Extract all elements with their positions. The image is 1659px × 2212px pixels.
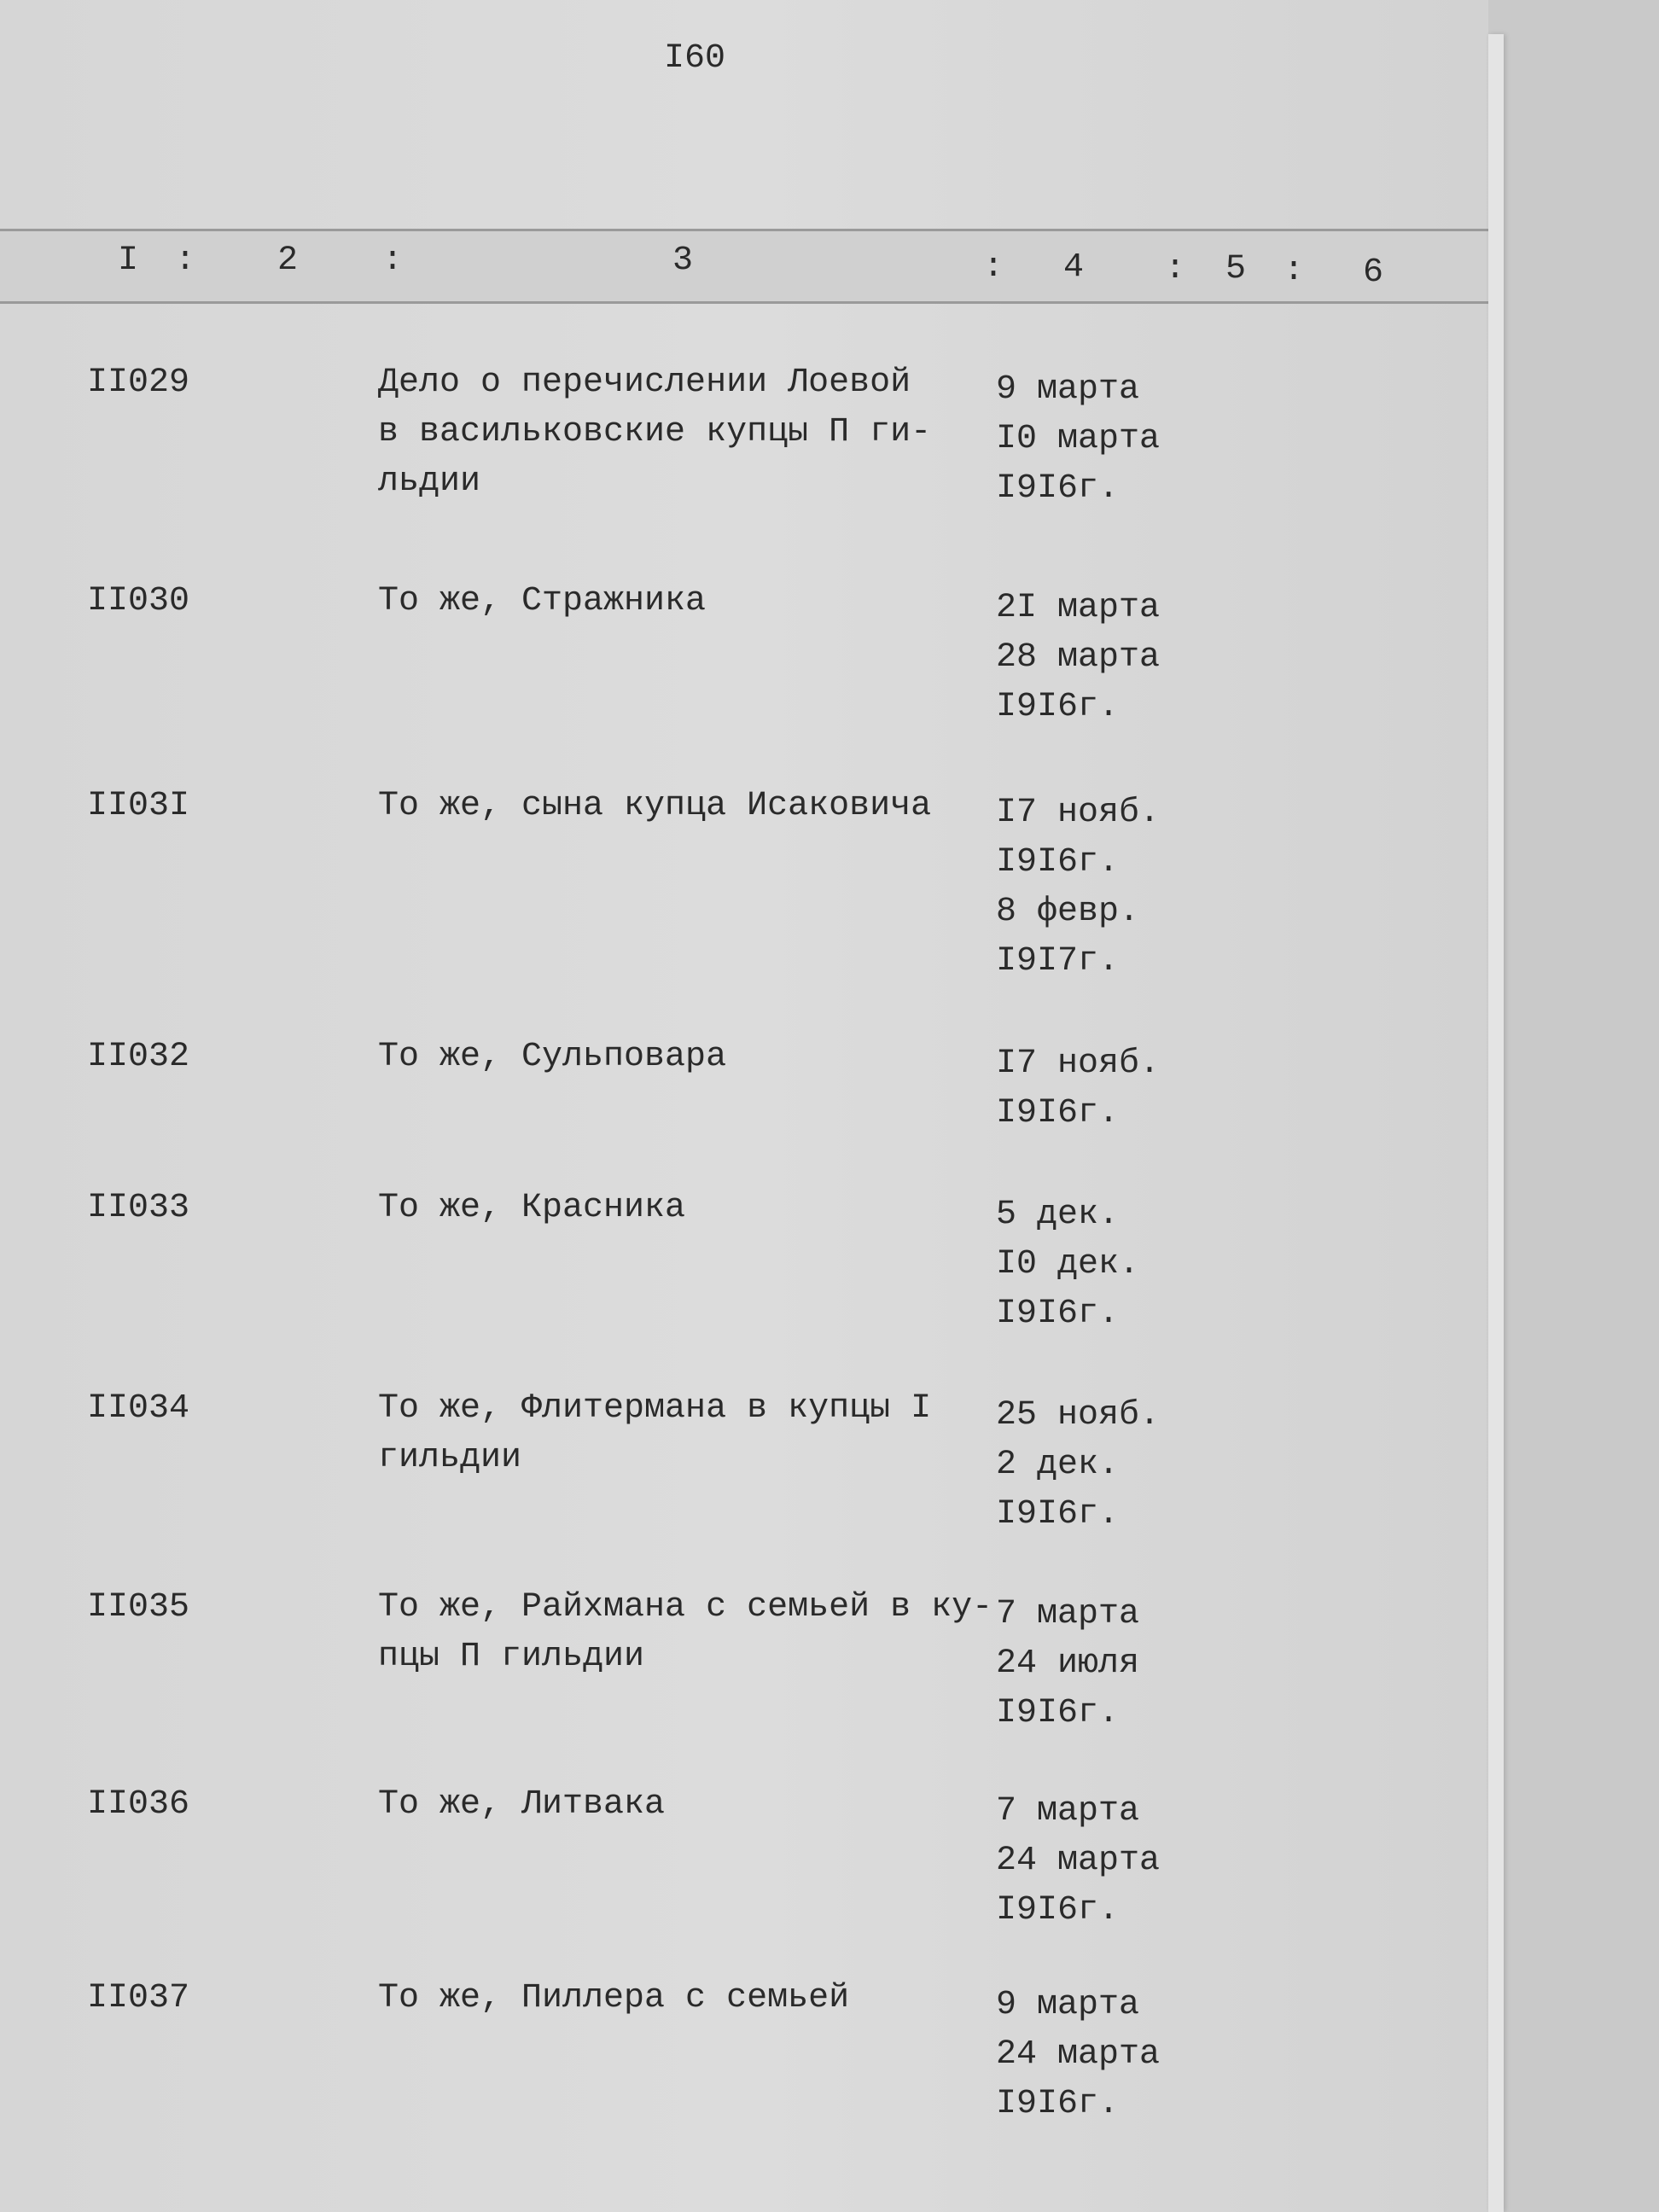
case-description (378, 1384, 931, 1483)
description-line: Дело о перечислении Лоевой (378, 364, 911, 402)
description-line: пцы П гильдии (378, 1638, 645, 1676)
date-line: I9I6г. (996, 1295, 1120, 1333)
date-line: 9 марта (996, 1986, 1140, 2024)
case-description (378, 1583, 992, 1682)
case-description (378, 1033, 726, 1082)
description-line: То же, Пиллера с семьей (378, 1979, 850, 2017)
case-number: II032 (87, 1038, 190, 1076)
date-line: I9I7г. (996, 942, 1120, 981)
description-line: То же, Красника (378, 1189, 686, 1227)
description-line: гильдии (378, 1439, 522, 1477)
date-line: 8 февр. (996, 893, 1140, 931)
date-line: I0 марта (996, 420, 1161, 458)
case-number: II036 (87, 1785, 190, 1824)
date-line: I9I6г. (996, 469, 1120, 508)
date-line: I9I6г. (996, 688, 1120, 726)
case-dates (996, 1391, 1160, 1540)
date-line: I7 нояб. (996, 794, 1161, 832)
case-dates (996, 584, 1160, 732)
date-line: 25 нояб. (996, 1396, 1161, 1435)
date-line: 24 марта (996, 1842, 1161, 1880)
header-col-1: I (118, 242, 139, 280)
case-dates (996, 1981, 1160, 2129)
date-line: 9 марта (996, 370, 1140, 409)
case-description (378, 1184, 685, 1233)
case-description (378, 358, 931, 507)
header-separator: : (1165, 250, 1186, 288)
case-description (378, 782, 931, 831)
date-line: I0 дек. (996, 1245, 1140, 1284)
case-dates (996, 1039, 1160, 1138)
date-line: 24 июля (996, 1644, 1140, 1683)
page-number: I60 (664, 39, 726, 78)
header-col-3: 3 (672, 242, 694, 280)
date-line: 28 марта (996, 638, 1161, 677)
case-dates (996, 1190, 1139, 1339)
description-line: льдии (378, 463, 481, 501)
description-line: в васильковские купцы П ги- (378, 413, 932, 451)
header-separator: : (382, 242, 404, 280)
description-line: То же, Райхмана с семьей в ку- (378, 1588, 993, 1627)
case-number: II030 (87, 582, 190, 620)
date-line: 2 дек. (996, 1446, 1120, 1484)
description-line: То же, Сульповара (378, 1038, 727, 1076)
date-line: I9I6г. (996, 1495, 1120, 1534)
date-line: 5 дек. (996, 1196, 1120, 1234)
case-number: II029 (87, 364, 190, 402)
description-line: То же, сына купца Исаковича (378, 787, 932, 825)
description-line: То же, Флитермана в купцы I (378, 1389, 932, 1428)
date-line: I9I6г. (996, 2085, 1120, 2123)
case-dates (996, 365, 1160, 514)
header-separator: : (983, 248, 1004, 287)
header-col-5: 5 (1225, 250, 1247, 288)
case-description (378, 577, 706, 626)
column-header-band (0, 229, 1488, 304)
date-line: 7 марта (996, 1595, 1140, 1633)
description-line: То же, Литвака (378, 1785, 666, 1824)
date-line: I9I6г. (996, 843, 1120, 882)
description-line: То же, Стражника (378, 582, 707, 620)
case-description (378, 1780, 665, 1830)
case-number: II037 (87, 1979, 190, 2017)
date-line: I9I6г. (996, 1694, 1120, 1732)
header-separator: : (1284, 252, 1305, 290)
header-col-4: 4 (1063, 248, 1085, 287)
case-number: II03I (87, 787, 190, 825)
case-dates (996, 1787, 1160, 1936)
date-line: 24 марта (996, 2035, 1161, 2074)
header-col-6: 6 (1363, 253, 1384, 292)
case-description (378, 1974, 849, 2023)
date-line: I7 нояб. (996, 1045, 1161, 1083)
case-dates (996, 789, 1160, 987)
page-edge (1488, 34, 1504, 2212)
date-line: 7 марта (996, 1792, 1140, 1831)
case-number: II035 (87, 1588, 190, 1627)
date-line: I9I6г. (996, 1094, 1120, 1132)
header-col-2: 2 (277, 242, 299, 280)
case-number: II034 (87, 1389, 190, 1428)
case-dates (996, 1590, 1139, 1738)
case-number: II033 (87, 1189, 190, 1227)
header-separator: : (175, 242, 196, 280)
date-line: 2I марта (996, 589, 1161, 627)
date-line: I9I6г. (996, 1891, 1120, 1930)
